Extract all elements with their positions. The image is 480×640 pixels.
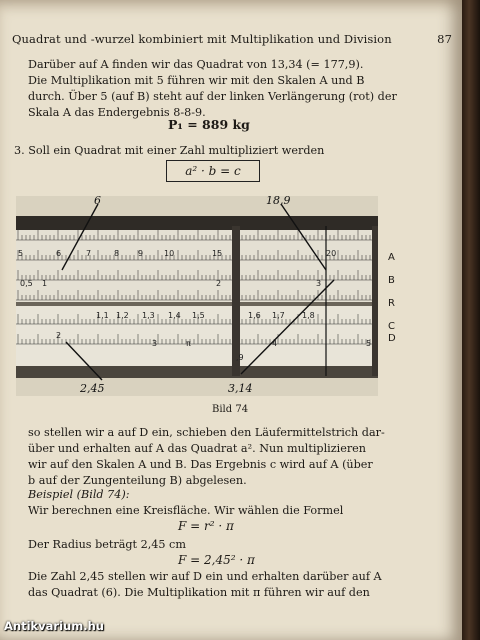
svg-text:7: 7 [86, 249, 92, 258]
label-3-14: 3,14 [228, 382, 253, 395]
formula-area-values: F = 2,45² · π [178, 553, 255, 567]
svg-text:15: 15 [212, 249, 223, 258]
scale-label-c: C [388, 321, 395, 332]
text-line: so stellen wir a auf D ein, schieben den Läufermittelstrich dar- [28, 426, 385, 439]
svg-text:5: 5 [18, 249, 24, 258]
text-line: Die Zahl 2,45 stellen wir auf D ein und erhalten darüber auf A [28, 570, 382, 583]
svg-text:10: 10 [164, 249, 175, 258]
result-formula: P₁ = 889 kg [168, 117, 250, 132]
example-label: Beispiel (Bild 74): [28, 488, 130, 501]
paragraph-4: Der Radius beträgt 2,45 cm [28, 538, 186, 551]
running-header [12, 32, 452, 46]
label-18-9: 18,9 [266, 196, 291, 207]
text-line: b auf der Zungenteilung B) abgelesen. [28, 474, 247, 487]
paragraph-1 [28, 57, 444, 121]
slide-rule-photo [16, 196, 378, 396]
svg-text:1,3: 1,3 [142, 311, 155, 320]
text-line: Die Multiplikation mit 5 führen wir mit den Skalen A und B [28, 74, 365, 87]
scale-label-a: A [388, 252, 395, 263]
svg-text:1,4: 1,4 [168, 311, 181, 320]
formula-area: F = r² · π [178, 519, 234, 533]
text-line: wir auf den Skalen A und B. Das Ergebnis c wird auf A (über [28, 458, 373, 471]
svg-text:6: 6 [56, 249, 62, 258]
svg-text:2: 2 [216, 279, 222, 288]
item-3-heading: 3. Soll ein Quadrat mit einer Zahl multipliziert werden [14, 144, 325, 157]
svg-text:π: π [186, 339, 191, 348]
svg-text:1,2: 1,2 [116, 311, 129, 320]
svg-text:8: 8 [114, 249, 120, 258]
label-2-45: 2,45 [80, 382, 105, 395]
label-6: 6 [94, 196, 101, 207]
page-number: 87 [437, 32, 452, 46]
text-line: durch. Über 5 (auf B) steht auf der linken Verlängerung (rot) der [28, 90, 397, 103]
svg-text:1,5: 1,5 [192, 311, 205, 320]
svg-text:1,6: 1,6 [248, 311, 261, 320]
paragraph-5 [28, 569, 448, 601]
scale-label-d: D [388, 333, 396, 344]
watermark-logo: Antikvarium.hu [4, 619, 104, 633]
svg-text:1,1: 1,1 [96, 311, 109, 320]
svg-text:,9: ,9 [236, 353, 244, 362]
text-line: das Quadrat (6). Die Multiplikation mit π führen wir auf den [28, 586, 370, 599]
text-line: Skala A das Endergebnis 8-8-9. [28, 106, 206, 119]
scale-labels [388, 252, 408, 356]
boxed-formula: a² · b = c [166, 160, 260, 182]
book-spine [462, 0, 480, 640]
scale-label-r: R [388, 298, 395, 309]
svg-text:1,8: 1,8 [302, 311, 315, 320]
svg-text:20: 20 [326, 249, 337, 258]
text-line: Darüber auf A finden wir das Quadrat von 13,34 (= 177,9). [28, 58, 364, 71]
svg-text:9: 9 [138, 249, 144, 258]
svg-text:5: 5 [366, 339, 372, 348]
running-title: Quadrat und -wurzel kombiniert mit Multiplikation und Division [12, 32, 392, 46]
scale-label-b: B [388, 275, 395, 286]
svg-text:2: 2 [56, 331, 62, 340]
paragraph-3: Wir berechnen eine Kreisfläche. Wir wählen die Formel [28, 504, 344, 517]
cursor-frame-right [372, 226, 378, 376]
svg-text:1: 1 [42, 279, 48, 288]
svg-text:3: 3 [152, 339, 158, 348]
svg-text:0,5: 0,5 [20, 279, 33, 288]
paragraph-2 [28, 425, 446, 489]
svg-text:4: 4 [272, 339, 278, 348]
svg-text:3: 3 [316, 279, 322, 288]
svg-text:1,7: 1,7 [272, 311, 285, 320]
figure-caption: Bild 74 [212, 404, 249, 415]
text-line: über und erhalten auf A das Quadrat a². Nun multiplizieren [28, 442, 367, 455]
